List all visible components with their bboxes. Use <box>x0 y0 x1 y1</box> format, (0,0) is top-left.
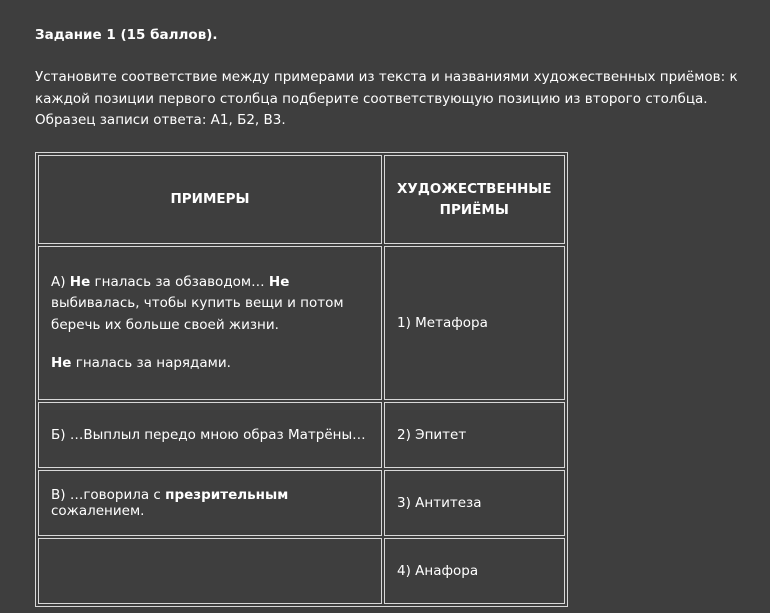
example-c-prefix: В) …говорила с <box>51 487 166 503</box>
table-row <box>38 538 565 604</box>
example-c-suffix: сожалением. <box>51 503 145 519</box>
example-a-bold-1: Не <box>69 273 91 290</box>
example-a-text-3: гналась за нарядами. <box>71 355 231 371</box>
device-2: 2) Эпитет <box>384 402 565 468</box>
example-a-bold-3: Не <box>51 355 72 371</box>
header-examples: ПРИМЕРЫ <box>38 155 382 244</box>
table-row <box>38 246 565 400</box>
table-row <box>38 402 565 468</box>
example-a <box>38 246 382 400</box>
example-a-bold-2: Не <box>268 273 290 290</box>
example-empty <box>38 538 382 604</box>
device-1: 1) Метафора <box>384 246 565 400</box>
example-c <box>38 470 382 536</box>
example-a-prefix: А) <box>51 273 70 290</box>
example-a-text-2: выбивалась, чтобы купить вещи и потом беречь их больше своей жизни. <box>51 295 344 333</box>
matching-table <box>35 152 568 607</box>
example-a-text-1: гналась за обзаводом… <box>90 273 269 290</box>
header-devices: ХУДОЖЕСТВЕННЫЕ ПРИЁМЫ <box>384 155 565 244</box>
device-4: 4) Анафора <box>384 538 565 604</box>
task-instructions: Установите соответствие между примерами из текста и названиями художественных приёмов: к каждой позиции первого столбца подберите соответствующую позицию из второго столбца. Образец записи ответа: А1, Б2, В3. <box>35 69 738 128</box>
table-header-row <box>38 155 565 244</box>
example-c-bold: презрительным <box>165 487 289 503</box>
task-title: Задание 1 (15 баллов). <box>35 27 218 43</box>
example-b: Б) …Выплыл передо мною образ Матрёны… <box>38 402 382 468</box>
device-3: 3) Антитеза <box>384 470 565 536</box>
table-row <box>38 470 565 536</box>
